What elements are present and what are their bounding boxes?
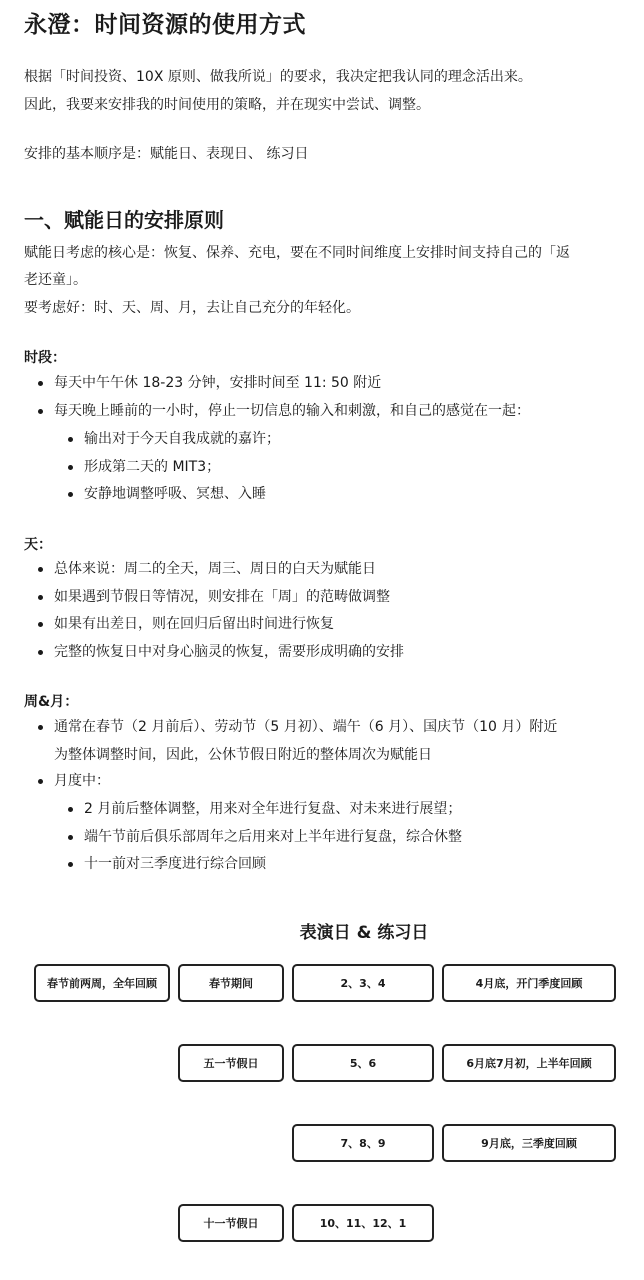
consider-line: 要考虑好：时、天、周、月，去让自己充分的年轻化。 <box>24 300 360 316</box>
section-heading-empower: 一、赋能日的安排原则 <box>24 208 224 232</box>
box-q3-review: 9月底，三季度回顾 <box>442 1124 616 1162</box>
box-midyear-review: 6月底7月初，上半年回顾 <box>442 1044 616 1082</box>
core-line-2: 老还童」。 <box>24 272 87 288</box>
list-item: 总体来说：周二的全天，周三、周日的白天为赋能日 <box>54 556 404 584</box>
shiduan-sublist <box>84 426 280 509</box>
box-months-5-6: 5、6 <box>292 1044 434 1082</box>
box-april-review: 4月底，开门季度回顾 <box>442 964 616 1002</box>
figure-title: 表演日 & 练习日 <box>299 923 429 943</box>
list-item: 如果遇到节假日等情况，则安排在「周」的范畴做调整 <box>54 584 404 612</box>
box-months-2-4: 2、3、4 <box>292 964 434 1002</box>
list-item: 完整的恢复日中对身心脑灵的恢复，需要形成明确的安排 <box>54 639 404 667</box>
box-mayday: 五一节假日 <box>178 1044 284 1082</box>
intro-line-2: 因此，我要来安排我的时间使用的策略，并在现实中尝试、调整。 <box>24 97 430 113</box>
label-zhouyue: 周&月： <box>24 694 79 710</box>
zhouyue-list-2 <box>54 768 110 796</box>
order-line: 安排的基本顺序是：赋能日、表现日、 练习日 <box>24 146 309 162</box>
box-months-7-9: 7、8、9 <box>292 1124 434 1162</box>
list-item: 十一前对三季度进行综合回顾 <box>84 851 462 879</box>
list-item: 每天中午午休 18-23 分钟，安排时间至 11: 50 附近 <box>54 370 530 398</box>
box-spring-pre: 春节前两周，全年回顾 <box>34 964 170 1002</box>
zhouyue-list <box>54 714 557 742</box>
list-item: 月度中： <box>54 768 110 796</box>
list-item: 通常在春节（2 月前后）、劳动节（5 月初）、端午（6 月）、国庆节（10 月）附近 <box>54 714 557 742</box>
list-item: 安静地调整呼吸、冥想、入睡 <box>84 481 280 509</box>
label-shiduan: 时段： <box>24 350 66 366</box>
list-item: 形成第二天的 MIT3； <box>84 454 280 482</box>
list-item: 输出对于今天自我成就的嘉许； <box>84 426 280 454</box>
core-line-1: 赋能日考虑的核心是：恢复、保养、充电，要在不同时间维度上安排时间支持自己的「返 <box>24 245 570 261</box>
box-spring: 春节期间 <box>178 964 284 1002</box>
list-item: 每天晚上睡前的一小时，停止一切信息的输入和刺激，和自己的感觉在一起： <box>54 398 530 426</box>
zhouyue-sublist <box>84 796 462 879</box>
intro-line-1: 根据「时间投资、10X 原则、做我所说」的要求，我决定把我认同的理念活出来。 <box>24 69 532 85</box>
tian-list <box>54 556 404 666</box>
box-months-10-1: 10、11、12、1 <box>292 1204 434 1242</box>
list-item: 端午节前后俱乐部周年之后用来对上半年进行复盘，综合休整 <box>84 824 462 852</box>
page-title: 永澄：时间资源的使用方式 <box>24 12 306 38</box>
list-item: 如果有出差日，则在回归后留出时间进行恢复 <box>54 611 404 639</box>
zhouyue-item1-cont: 为整体调整时间，因此，公休节假日附近的整体周次为赋能日 <box>54 747 432 763</box>
shiduan-list <box>54 370 530 425</box>
box-national-day: 十一节假日 <box>178 1204 284 1242</box>
list-item: 2 月前后整体调整，用来对全年进行复盘、对未来进行展望； <box>84 796 462 824</box>
label-tian: 天： <box>24 537 52 553</box>
